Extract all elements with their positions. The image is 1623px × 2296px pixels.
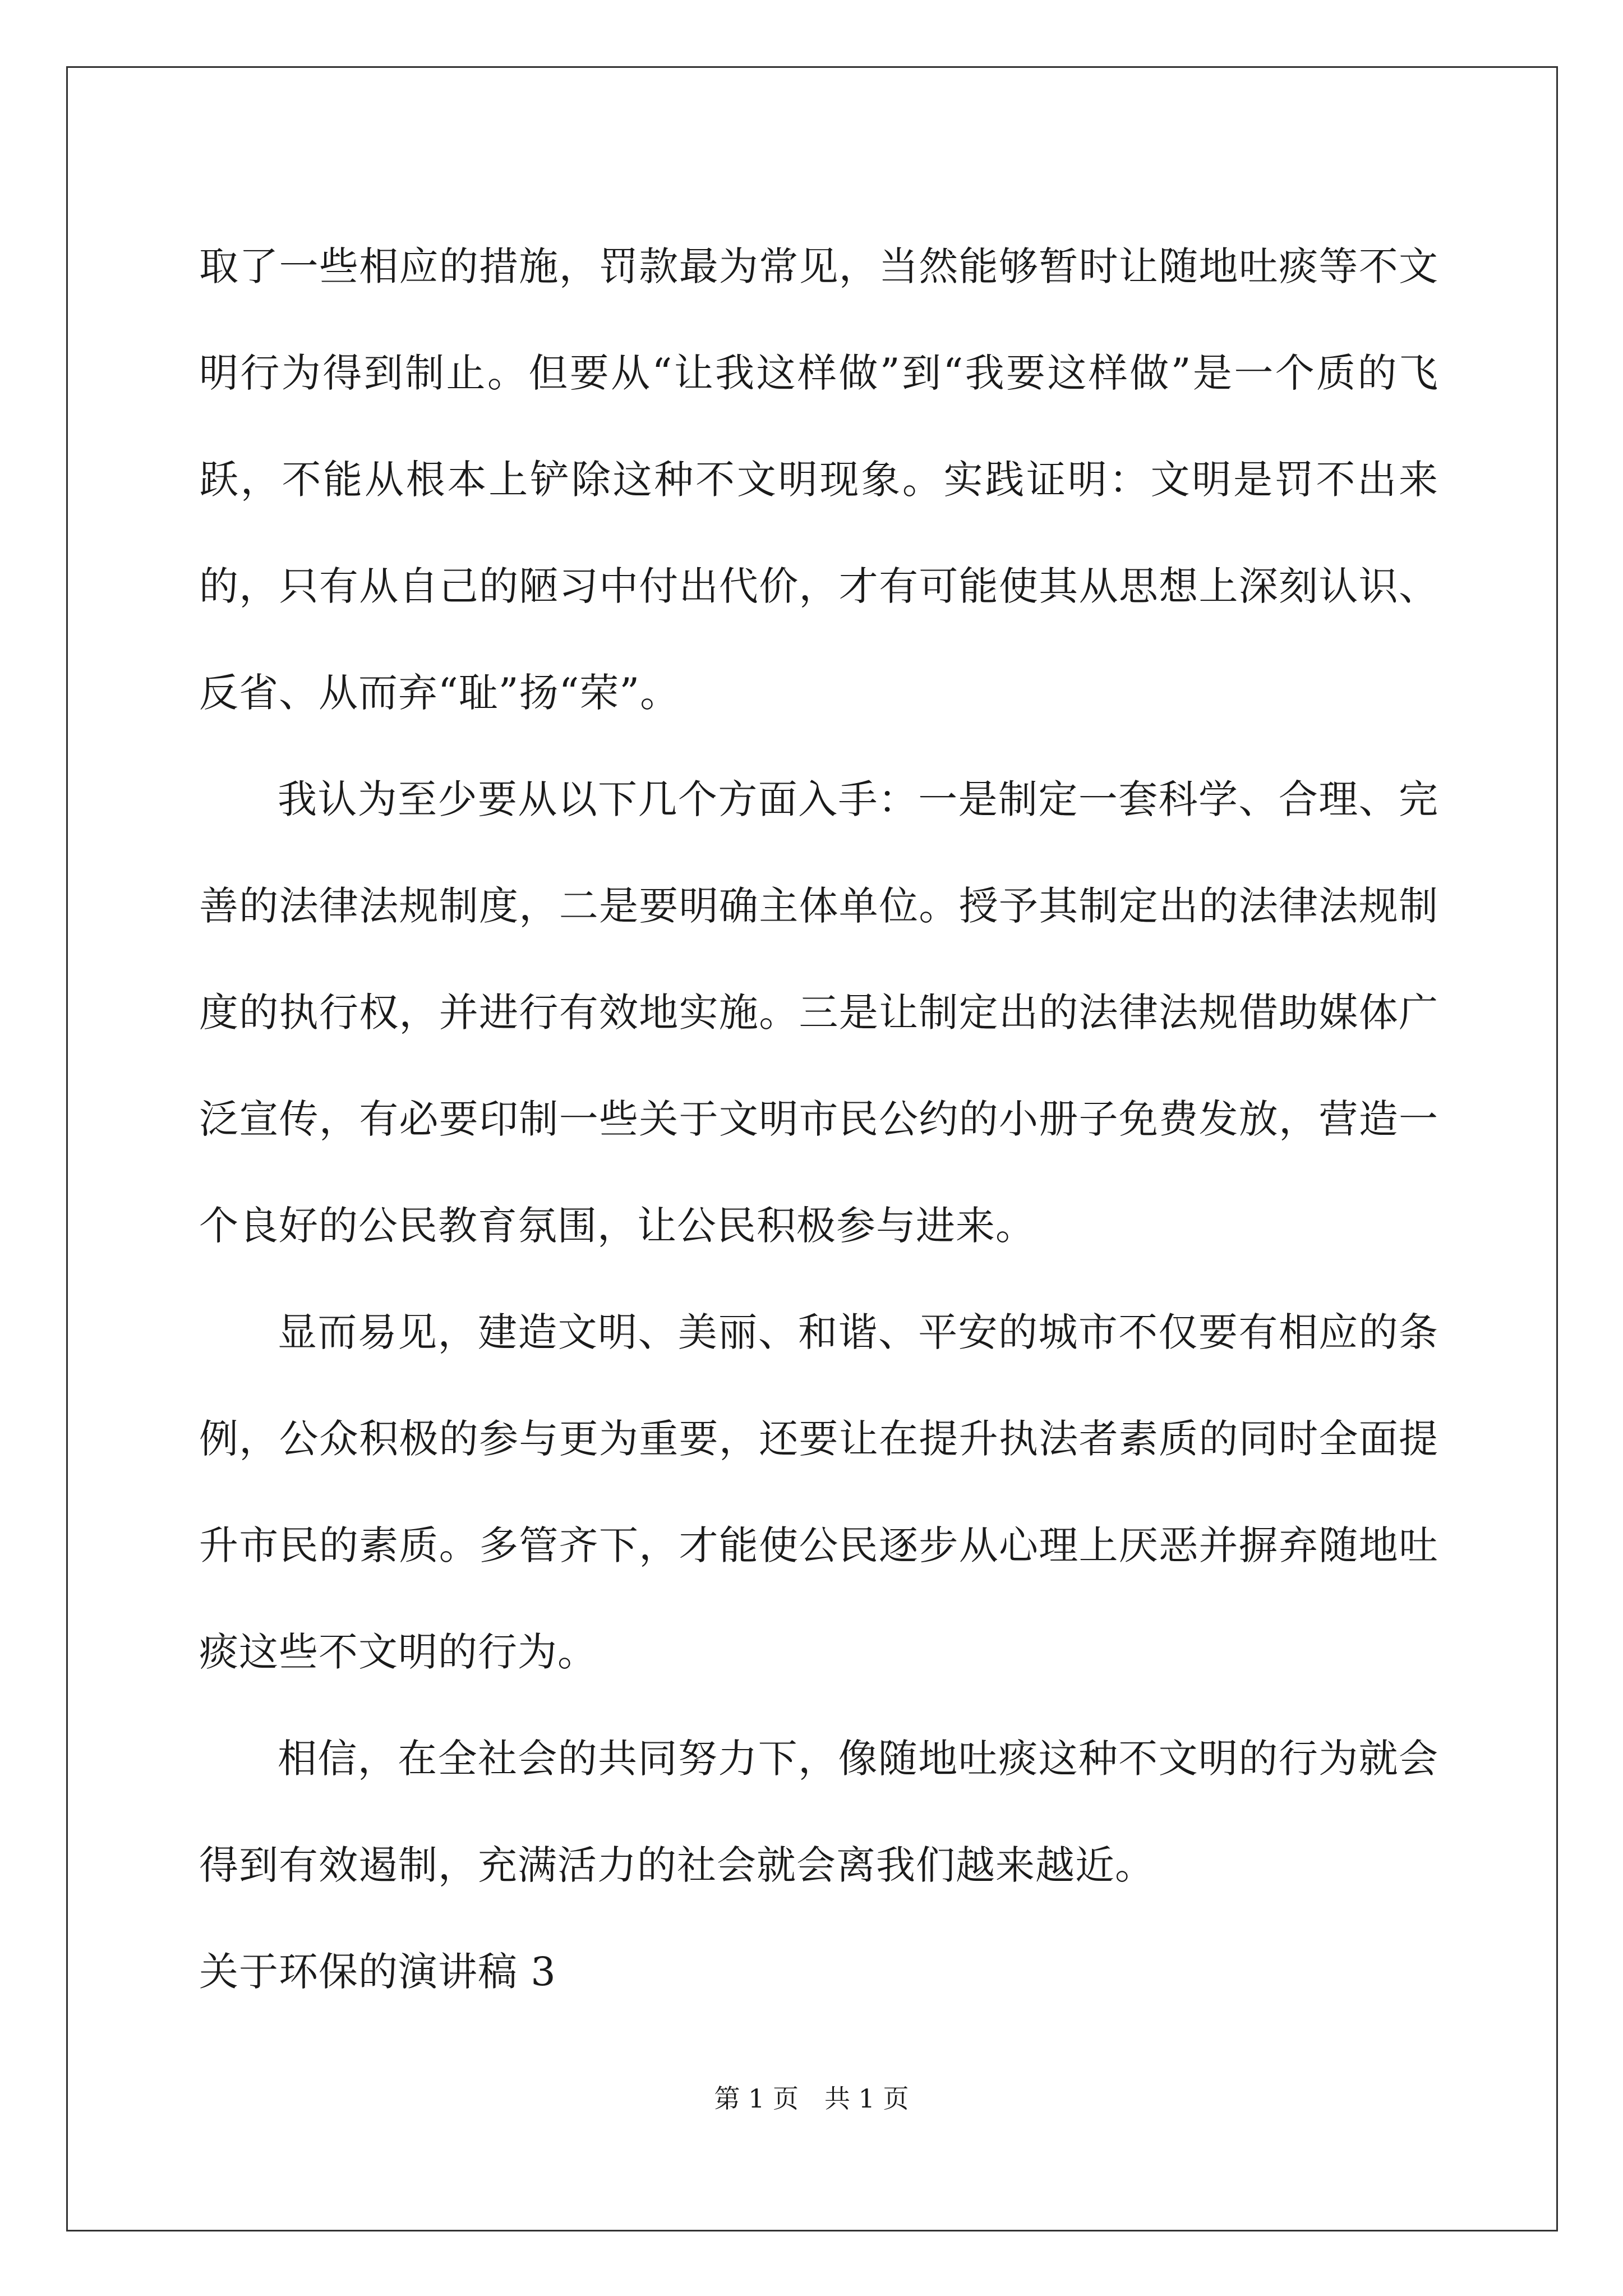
paragraph-1: 取了一些相应的措施，罚款最为常见，当然能够暂时让随地吐痰等不文明行为得到制止。但要从“让我这样做”到“我要这样做”是一个质的飞跃，不能从根本上铲除这种不文明现象。实践证明：文明是罚不出来的，只有从自己的陋习中付出代价，才有可能使其从思想上深刻认识、反省、从而弃“耻”扬“荣”。 (199, 243, 1438, 716)
section-heading: 关于环保的演讲稿 3 (199, 1949, 556, 1995)
page-footer: 第 1 页 共 1 页 (714, 2083, 909, 2114)
document-body (199, 213, 1438, 2025)
paragraph-2: 我认为至少要从以下几个方面入手：一是制定一套科学、合理、完善的法律法规制度，二是要明确主体单位。授予其制定出的法律法规制度的执行权，并进行有效地实施。三是让制定出的法律法规借助媒体广泛宣传，有必要印制一些关于文明市民公约的小册子免费发放，营造一个良好的公民教育氛围，让公民积极参与进来。 (199, 776, 1438, 1249)
paragraph-4: 相信，在全社会的共同努力下，像随地吐痰这种不文明的行为就会得到有效遏制，充满活力的社会就会离我们越来越近。 (199, 1736, 1438, 1888)
paragraph-3: 显而易见，建造文明、美丽、和谐、平安的城市不仅要有相应的条例，公众积极的参与更为重要，还要让在提升执法者素质的同时全面提升市民的素质。多管齐下，才能使公民逐步从心理上厌恶并摒弃随地吐痰这些不文明的行为。 (199, 1309, 1438, 1675)
